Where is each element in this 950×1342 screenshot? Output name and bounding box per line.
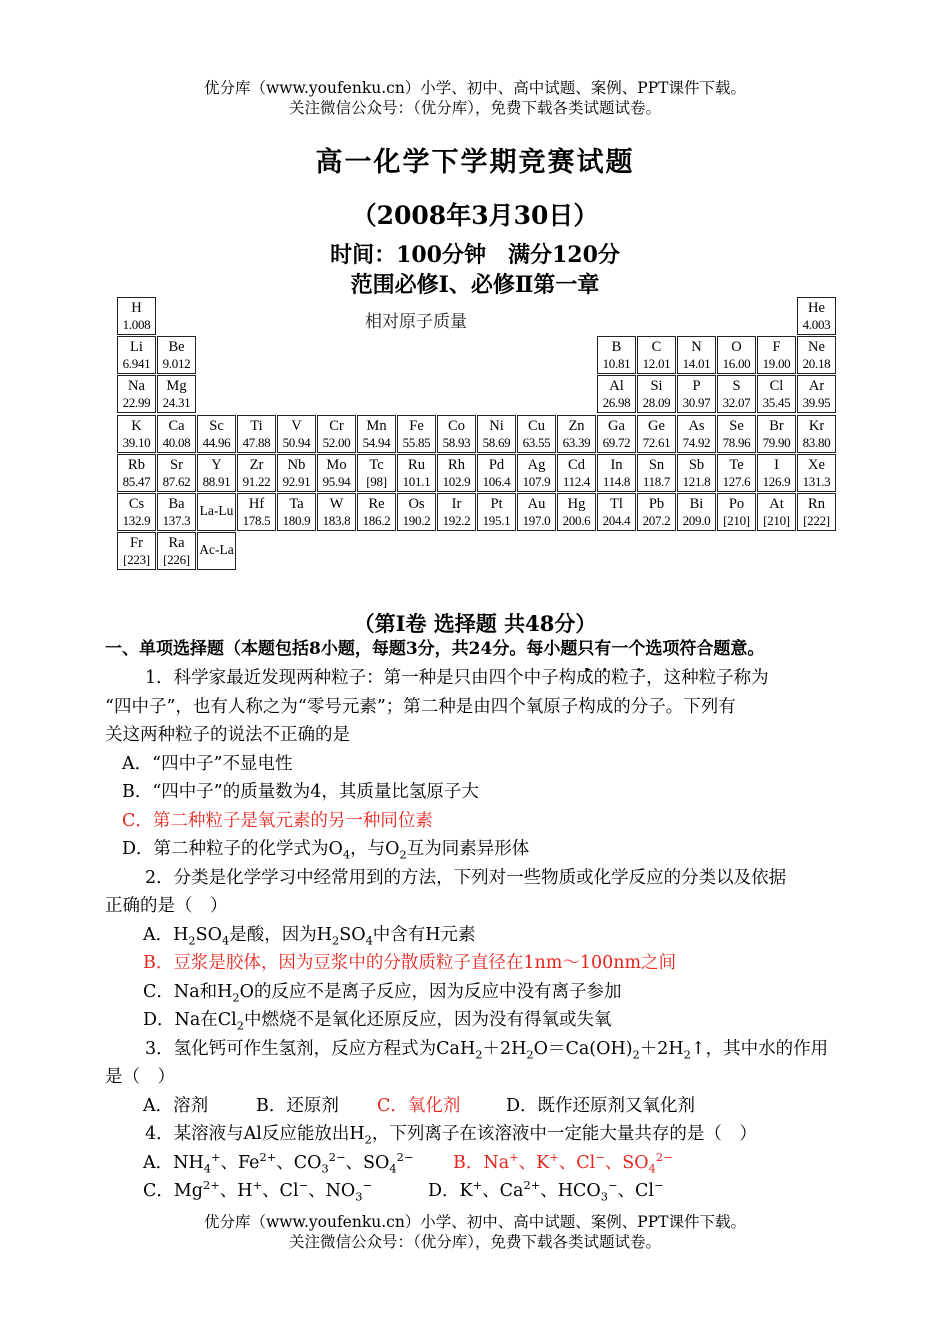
element-mass: 22.99 — [122, 395, 151, 411]
element-cell-kr — [797, 415, 836, 453]
element-symbol: Pb — [648, 496, 665, 512]
element-mass: 183.8 — [322, 513, 351, 528]
element-symbol: Xe — [808, 456, 825, 473]
element-cell-mo — [317, 454, 356, 492]
element-cell-os — [397, 493, 436, 531]
q2-option-c: C．Na和$H_2O$的反应不是离子反应，因为反应中没有离子参加 — [143, 982, 622, 1005]
element-mass: 6.941 — [122, 356, 151, 372]
element-cell-fe — [397, 415, 436, 453]
element-symbol: Al — [609, 378, 624, 395]
element-mass: 16.00 — [722, 356, 751, 372]
element-cell-ge — [637, 415, 676, 453]
element-mass: 63.55 — [522, 434, 551, 450]
element-mass: 190.2 — [402, 513, 431, 528]
element-symbol: V — [291, 417, 302, 434]
element-mass: 127.6 — [722, 473, 751, 489]
periodic-table-label: 相对原子质量 — [365, 312, 467, 332]
q3-option-b: B．还原剂 — [256, 1096, 339, 1116]
element-cell-mn — [357, 415, 396, 453]
q1-option-a: A．“四中子”不显电性 — [122, 754, 293, 774]
section-title: 一、单项选择题（本题包括8小题，每题3分，共24分。每小题只有一个选项符合题意。 — [105, 639, 765, 659]
element-symbol: F — [772, 339, 781, 356]
element-cell-h — [117, 297, 156, 335]
element-symbol: Fe — [409, 417, 424, 434]
element-symbol: Cs — [128, 496, 145, 512]
element-symbol: K — [131, 417, 142, 434]
element-mass: 114.8 — [602, 473, 631, 489]
element-symbol: Bi — [689, 496, 704, 512]
q3-stem-line2: 是（ ） — [105, 1067, 175, 1087]
element-cell-sc — [197, 415, 236, 453]
element-cell-at — [757, 493, 796, 531]
element-symbol: Cu — [528, 417, 545, 434]
element-symbol: Cr — [329, 417, 344, 434]
q4-option-b: B．Na+、K+、Cl−、$SO_4^{2-}$ — [453, 1150, 673, 1176]
element-mass: 44.96 — [202, 434, 231, 450]
element-symbol: Pt — [490, 496, 503, 512]
element-cell-i — [757, 454, 796, 492]
element-symbol: In — [610, 456, 623, 473]
element-symbol: Be — [168, 339, 185, 356]
element-symbol: Ta — [289, 496, 304, 512]
element-symbol: I — [774, 456, 779, 473]
element-cell-w — [317, 493, 356, 531]
element-mass: 24.31 — [162, 395, 191, 411]
element-cell-c — [637, 336, 676, 374]
element-cell-hg — [557, 493, 596, 531]
periodic-table — [117, 297, 841, 575]
element-symbol: Nb — [287, 456, 306, 473]
element-symbol: Tl — [610, 496, 623, 512]
element-cell-f — [757, 336, 796, 374]
element-symbol: Ne — [808, 339, 825, 356]
element-mass: 52.00 — [322, 434, 351, 450]
element-cell-k — [117, 415, 156, 453]
element-mass: [223] — [123, 552, 150, 568]
element-mass: 12.01 — [642, 356, 671, 372]
element-mass: 74.92 — [682, 434, 711, 450]
exam-time: 时间：100分钟 满分120分 — [330, 242, 620, 268]
element-symbol: Ru — [408, 456, 425, 473]
element-mass: 209.0 — [682, 513, 711, 528]
part1-heading: （第Ⅰ卷 选择题 共48分） — [353, 611, 597, 636]
element-mass: 63.39 — [562, 434, 591, 450]
element-cell-ni — [477, 415, 516, 453]
element-cell-sn — [637, 454, 676, 492]
element-symbol: Se — [729, 417, 744, 434]
element-cell-cd — [557, 454, 596, 492]
element-mass: [226] — [163, 552, 190, 568]
element-symbol: Ac-La — [199, 542, 234, 558]
element-symbol: Ra — [168, 535, 185, 552]
element-cell-ar — [797, 375, 836, 413]
element-mass: 121.8 — [682, 473, 711, 489]
q2-option-d: D．Na在$Cl_2$中燃烧不是氧化还原反应，因为没有得氧或失氧 — [143, 1010, 612, 1033]
element-mass: 91.22 — [242, 473, 271, 489]
element-mass: 4.003 — [802, 317, 831, 332]
element-symbol: S — [732, 378, 741, 395]
exam-date: （2008年3月30日） — [351, 201, 599, 230]
element-symbol: O — [731, 339, 742, 356]
element-cell-pt — [477, 493, 516, 531]
element-mass: 72.61 — [642, 434, 671, 450]
element-mass: 102.9 — [442, 473, 471, 489]
element-mass: 14.01 — [682, 356, 711, 372]
element-cell-y — [197, 454, 236, 492]
element-cell-n — [677, 336, 716, 374]
element-symbol: Ni — [489, 417, 504, 434]
element-mass: 9.012 — [162, 356, 191, 372]
element-mass: 28.09 — [642, 395, 671, 411]
element-cell-cr — [317, 415, 356, 453]
element-cell-bi — [677, 493, 716, 531]
element-cell-rb — [117, 454, 156, 492]
element-symbol: P — [692, 378, 701, 395]
q3-option-a: A．溶剂 — [143, 1096, 209, 1116]
element-cell-tl — [597, 493, 636, 531]
element-cell-ne — [797, 336, 836, 374]
element-symbol: Co — [448, 417, 465, 434]
element-cell-in — [597, 454, 636, 492]
q1-stem-line1: 1．科学家最近发现两种粒子：第一种是只由四个中子构成的粒子，这种粒子称为 — [145, 668, 769, 688]
q1-option-d: D．第二种粒子的化学式为$O_4$，与$O_2$互为同素异形体 — [122, 839, 530, 862]
element-cell-te — [717, 454, 756, 492]
element-cell-o — [717, 336, 756, 374]
element-symbol: Po — [728, 496, 745, 512]
footer-line-2: 关注微信公众号：（优分库），免费下载各类试题试卷。 — [288, 1233, 661, 1251]
element-symbol: Ca — [168, 417, 185, 434]
element-mass: 132.9 — [122, 513, 151, 528]
element-mass: 1.008 — [122, 317, 151, 332]
element-symbol: W — [329, 496, 344, 512]
element-cell-li — [117, 336, 156, 374]
element-cell-ti — [237, 415, 276, 453]
element-cell-la-lu — [197, 493, 236, 531]
element-cell-na — [117, 375, 156, 413]
element-cell-re — [357, 493, 396, 531]
element-symbol: H — [131, 300, 142, 316]
element-mass: 20.18 — [802, 356, 831, 372]
element-mass: 39.95 — [802, 395, 831, 411]
element-mass: 58.93 — [442, 434, 471, 450]
element-mass: 79.90 — [762, 434, 791, 450]
element-cell-sb — [677, 454, 716, 492]
element-symbol: Na — [128, 378, 145, 395]
element-mass: 126.9 — [762, 473, 791, 489]
element-symbol: Li — [130, 339, 143, 356]
element-cell-co — [437, 415, 476, 453]
element-mass: 95.94 — [322, 473, 351, 489]
element-cell-zr — [237, 454, 276, 492]
element-mass: 35.45 — [762, 395, 791, 411]
q4-option-d: D．K+、$Ca^{2+}$、$HCO_3^-$、Cl− — [428, 1178, 664, 1204]
element-symbol: Sn — [648, 456, 665, 473]
element-cell-au — [517, 493, 556, 531]
element-mass: 204.4 — [602, 513, 631, 528]
element-symbol: Mo — [326, 456, 347, 473]
element-mass: 195.1 — [482, 513, 511, 528]
q2-stem-line2: 正确的是（ ） — [105, 896, 228, 916]
element-mass: 178.5 — [242, 513, 271, 528]
element-cell-ca — [157, 415, 196, 453]
element-cell-al — [597, 375, 636, 413]
element-cell-nb — [277, 454, 316, 492]
element-symbol: He — [808, 300, 825, 316]
element-cell-ir — [437, 493, 476, 531]
element-symbol: B — [611, 339, 622, 356]
element-cell-v — [277, 415, 316, 453]
element-cell-si — [637, 375, 676, 413]
element-symbol: Mg — [166, 378, 187, 395]
element-cell-p — [677, 375, 716, 413]
element-mass: 85.47 — [122, 473, 151, 489]
element-mass: 197.0 — [522, 513, 551, 528]
q2-stem-line1: 2．分类是化学学习中经常用到的方法，下列对一些物质或化学反应的分类以及依据 — [145, 868, 787, 888]
element-cell-zn — [557, 415, 596, 453]
exam-title: 高一化学下学期竞赛试题 — [315, 147, 635, 178]
element-cell-be — [157, 336, 196, 374]
element-mass: 30.97 — [682, 395, 711, 411]
element-symbol: Mn — [366, 417, 387, 434]
header-line-1: 优分库（www.youfenku.cn）小学、初中、高中试题、案例、PPT课件下载。 — [203, 79, 747, 97]
element-cell-ac-la — [197, 532, 236, 570]
element-cell-ga — [597, 415, 636, 453]
element-mass: [210] — [763, 513, 790, 528]
element-symbol: Hf — [248, 496, 265, 512]
element-cell-tc — [357, 454, 396, 492]
element-symbol: Hg — [567, 496, 586, 512]
element-mass: 47.88 — [242, 434, 271, 450]
element-symbol: Rb — [128, 456, 145, 473]
element-mass: 26.98 — [602, 395, 631, 411]
element-symbol: Os — [408, 496, 425, 512]
element-symbol: Ag — [527, 456, 546, 473]
element-mass: 200.6 — [562, 513, 591, 528]
element-cell-ta — [277, 493, 316, 531]
element-mass: 39.10 — [122, 434, 151, 450]
element-mass: 19.00 — [762, 356, 791, 372]
element-symbol: Sr — [170, 456, 183, 473]
q2-option-b: B．豆浆是胶体，因为豆浆中的分散质粒子直径在1nm～100nm之间 — [143, 953, 677, 973]
element-symbol: Sc — [209, 417, 224, 434]
element-symbol: Re — [368, 496, 385, 512]
element-cell-s — [717, 375, 756, 413]
q1-option-c: C．第二种粒子是氧元素的另一种同位素 — [122, 811, 433, 831]
q4-option-a: A．$NH_4^+$、$Fe^{2+}$、$CO_3^{2-}$、$SO_4^{2-}$ — [143, 1150, 414, 1176]
element-cell-he — [797, 297, 836, 335]
element-cell-rn — [797, 493, 836, 531]
element-symbol: Au — [527, 496, 546, 512]
element-mass: 88.91 — [202, 473, 231, 489]
element-cell-cu — [517, 415, 556, 453]
q3-stem-line1: 3．氢化钙可作生氢剂，反应方程式为$CaH_2+2H_2O=Ca(OH)_2+2H_2↑$，其中水的作用 — [145, 1039, 829, 1062]
element-mass: 112.4 — [562, 473, 591, 489]
element-mass: [210] — [723, 513, 750, 528]
element-symbol: Y — [211, 456, 222, 473]
q1-option-b: B．“四中子”的质量数为4，其质量比氢原子大 — [122, 782, 479, 802]
element-cell-mg — [157, 375, 196, 413]
q3-option-c: C．氧化剂 — [377, 1096, 461, 1116]
element-mass: 107.9 — [522, 473, 551, 489]
element-symbol: Ir — [451, 496, 462, 512]
element-mass: 207.2 — [642, 513, 671, 528]
element-mass: 106.4 — [482, 473, 511, 489]
element-mass: 54.94 — [362, 434, 391, 450]
element-symbol: Cd — [568, 456, 585, 473]
element-mass: 101.1 — [402, 473, 431, 489]
element-mass: 69.72 — [602, 434, 631, 450]
element-symbol: La-Lu — [199, 503, 234, 518]
element-cell-b — [597, 336, 636, 374]
q1-stem-line2: “四中子”，也有人称之为“零号元素”；第二种是由四个氧原子构成的分子。下列有 — [105, 697, 736, 717]
element-mass: 137.3 — [162, 513, 191, 528]
element-cell-ra — [157, 532, 196, 570]
element-symbol: Fr — [130, 535, 143, 552]
element-symbol: Ge — [648, 417, 665, 434]
element-cell-pd — [477, 454, 516, 492]
element-mass: 78.96 — [722, 434, 751, 450]
element-cell-fr — [117, 532, 156, 570]
element-mass: 32.07 — [722, 395, 751, 411]
element-mass: 192.2 — [442, 513, 471, 528]
element-symbol: Pd — [488, 456, 505, 473]
element-symbol: Kr — [808, 417, 825, 434]
element-mass: 10.81 — [602, 356, 631, 372]
element-symbol: As — [688, 417, 705, 434]
element-mass: 180.9 — [282, 513, 311, 528]
element-mass: 58.69 — [482, 434, 511, 450]
element-cell-ru — [397, 454, 436, 492]
element-symbol: Ba — [168, 496, 185, 512]
footer-line-1: 优分库（www.youfenku.cn）小学、初中、高中试题、案例、PPT课件下载。 — [203, 1213, 747, 1231]
element-symbol: Ar — [808, 378, 825, 395]
element-cell-sr — [157, 454, 196, 492]
element-symbol: Br — [769, 417, 784, 434]
element-symbol: At — [769, 496, 784, 512]
element-cell-hf — [237, 493, 276, 531]
element-cell-cs — [117, 493, 156, 531]
q2-option-a: A．$H_2SO_4$是酸，因为$H_2SO_4$中含有H元素 — [143, 925, 476, 948]
element-symbol: C — [651, 339, 662, 356]
element-symbol: Zr — [249, 456, 264, 473]
element-symbol: N — [691, 339, 702, 356]
element-cell-cl — [757, 375, 796, 413]
element-cell-rh — [437, 454, 476, 492]
element-symbol: Rh — [448, 456, 465, 473]
element-mass: [222] — [803, 513, 830, 528]
element-mass: 131.3 — [802, 473, 831, 489]
element-symbol: Si — [650, 378, 663, 395]
element-mass: 186.2 — [362, 513, 391, 528]
element-symbol: Rn — [808, 496, 825, 512]
element-cell-ag — [517, 454, 556, 492]
element-symbol: Ti — [250, 417, 263, 434]
element-mass: 92.91 — [282, 473, 311, 489]
element-mass: 40.08 — [162, 434, 191, 450]
element-symbol: Sb — [688, 456, 705, 473]
q3-option-d: D．既作还原剂又氧化剂 — [506, 1096, 696, 1116]
element-cell-pb — [637, 493, 676, 531]
element-symbol: Ga — [608, 417, 625, 434]
element-cell-xe — [797, 454, 836, 492]
q1-stem-line3: 关这两种粒子的说法不正确的是 — [105, 725, 350, 745]
element-mass: 87.62 — [162, 473, 191, 489]
element-symbol: Zn — [568, 417, 585, 434]
element-cell-as — [677, 415, 716, 453]
header-line-2: 关注微信公众号：（优分库），免费下载各类试题试卷。 — [288, 99, 661, 117]
exam-scope: 范围必修Ⅰ、必修Ⅱ第一章 — [350, 272, 600, 298]
element-symbol: Cl — [769, 378, 784, 395]
element-cell-br — [757, 415, 796, 453]
element-mass: 50.94 — [282, 434, 311, 450]
element-mass: [98] — [366, 473, 387, 489]
element-mass: 55.85 — [402, 434, 431, 450]
element-cell-ba — [157, 493, 196, 531]
element-mass: 118.7 — [642, 473, 671, 489]
element-symbol: Tc — [369, 456, 384, 473]
element-cell-se — [717, 415, 756, 453]
element-mass: 83.80 — [802, 434, 831, 450]
element-symbol: Te — [729, 456, 744, 473]
q4-stem: 4．某溶液与Al反应能放出$H_2$，下列离子在该溶液中一定能大量共存的是（ ） — [145, 1124, 757, 1147]
element-cell-po — [717, 493, 756, 531]
q4-option-c: C．$Mg^{2+}$、H+、Cl−、$NO_3^-$ — [143, 1178, 373, 1204]
